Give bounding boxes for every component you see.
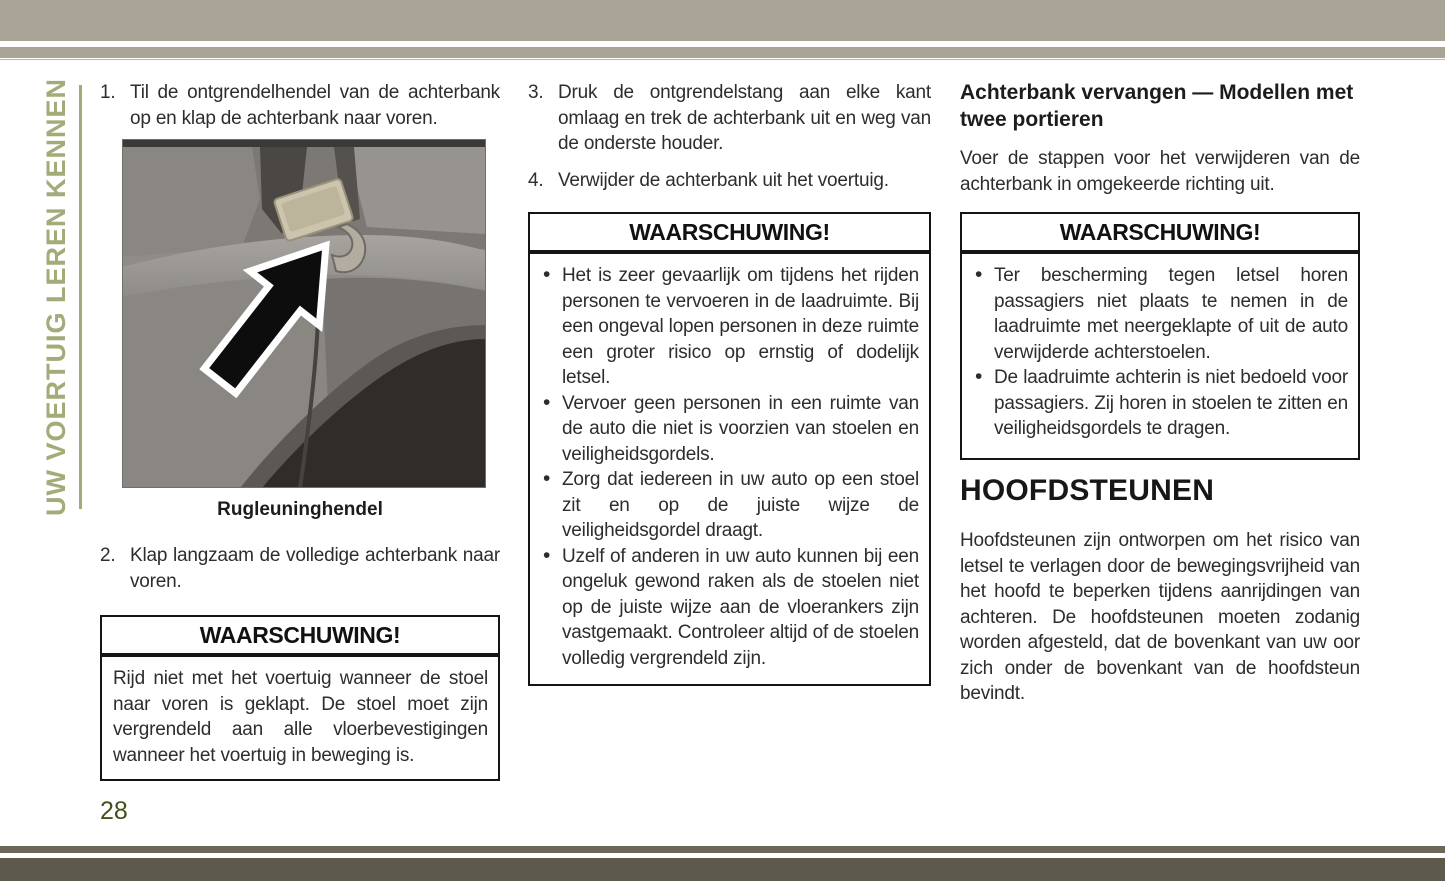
step2-number: 2. [100, 545, 116, 566]
warning-bullet: • Ter bescherming tegen letsel horen passagiers niet plaats te nemen in de laadruimte met neergeklapte of uit de auto verwijderde achterstoelen. [973, 263, 1348, 365]
step4-text: Verwijder de achterbank uit het voertuig. [558, 170, 889, 191]
warning-box-3 [960, 212, 1360, 460]
chapter-sidebar-label [34, 77, 78, 517]
bottom-bar-thin [0, 846, 1445, 853]
column3-body-block [960, 528, 1360, 707]
column2-step4 [528, 168, 931, 194]
step1-text: Til de ontgrendelhendel van de achterbank op en klap de achterbank naar voren. [130, 82, 500, 129]
warning-box-3-list [973, 263, 1348, 442]
seat-photo-illustration [122, 139, 486, 488]
warning-box-3-title: WAARSCHUWING! [962, 214, 1358, 254]
bottom-bar-thick [0, 858, 1445, 881]
top-bar-secondary [0, 47, 1445, 58]
step3-number: 3. [528, 82, 544, 103]
warning-bullet: • Zorg dat iedereen in uw auto op een stoel zit en op de juiste wijze de veiligheidsgordel draagt. [541, 467, 919, 544]
section-heading: Achterbank vervangen — Modellen met twee portieren [960, 81, 1354, 131]
warning-box-2 [528, 212, 931, 686]
column3-intro-block [960, 146, 1360, 197]
seat-release-photo [122, 139, 486, 488]
step4-number: 4. [528, 170, 544, 191]
main-heading: HOOFDSTEUNEN [960, 474, 1215, 507]
warning-bullet: • Het is zeer gevaarlijk om tijdens het rijden personen te vervoeren in de laadruimte. Bij een ongeval lopen personen in deze ruimte een groter risico op ernstig of dodelijk letsel. [541, 263, 919, 391]
step3-text: Druk de ontgrendelstang aan elke kant omlaag en trek de achterbank uit en weg van de onderste houder. [558, 82, 931, 154]
warning-box-2-list [541, 263, 919, 671]
column1-step1 [100, 80, 500, 131]
column2-step3 [528, 80, 931, 157]
warning-box-2-title: WAARSCHUWING! [530, 214, 929, 254]
top-rule [0, 59, 1445, 60]
photo-caption: Rugleuninghendel [217, 499, 383, 520]
top-bar-primary [0, 0, 1445, 41]
warning-bullet: • Uzelf of anderen in uw auto kunnen bij een ongeluk gewond raken als de stoelen niet op de juiste wijze aan de vloerankers zijn vastgemaakt. Controleer altijd of de stoelen volledig vergrendeld zijn. [541, 544, 919, 672]
step2-text: Klap langzaam de volledige achterbank naar voren. [130, 545, 500, 592]
column3-section-heading-block [960, 79, 1360, 133]
chapter-sidebar-rule [79, 85, 82, 509]
main-body: Hoofdsteunen zijn ontworpen om het risico van letsel te verlagen door de bewegingsvrijheid van het hoofd te beperken tijdens aanrijdingen van achteren. De hoofdsteunen moeten zodanig worden afgesteld, dat de bovenkant van uw oor zich onder de bovenkant van de hoofdsteun bevindt. [960, 530, 1360, 704]
warning-bullet: • De laadruimte achterin is niet bedoeld voor passagiers. Zij horen in stoelen te zitten en veiligheidsgordels te dragen. [973, 365, 1348, 442]
section-intro: Voer de stappen voor het verwijderen van de achterbank in omgekeerde richting uit. [960, 148, 1360, 195]
page-number: 28 [100, 797, 128, 825]
warning-box-1-body: Rijd niet met het voertuig wanneer de stoel naar voren is geklapt. De stoel moet zijn vergrendeld aan alle vloerbevestigingen wanneer het voertuig in beweging is. [113, 668, 488, 766]
chapter-title-vertical-text: UW VOERTUIG LEREN KENNEN [40, 77, 71, 517]
column1-step2 [100, 543, 500, 594]
step1-number: 1. [100, 82, 116, 103]
warning-box-1-title: WAARSCHUWING! [102, 617, 498, 657]
warning-bullet: • Vervoer geen personen in een ruimte van de auto die niet is voorzien van stoelen en veiligheidsgordels. [541, 391, 919, 468]
column3-main-heading-block [960, 474, 1360, 508]
warning-box-1 [100, 615, 500, 781]
